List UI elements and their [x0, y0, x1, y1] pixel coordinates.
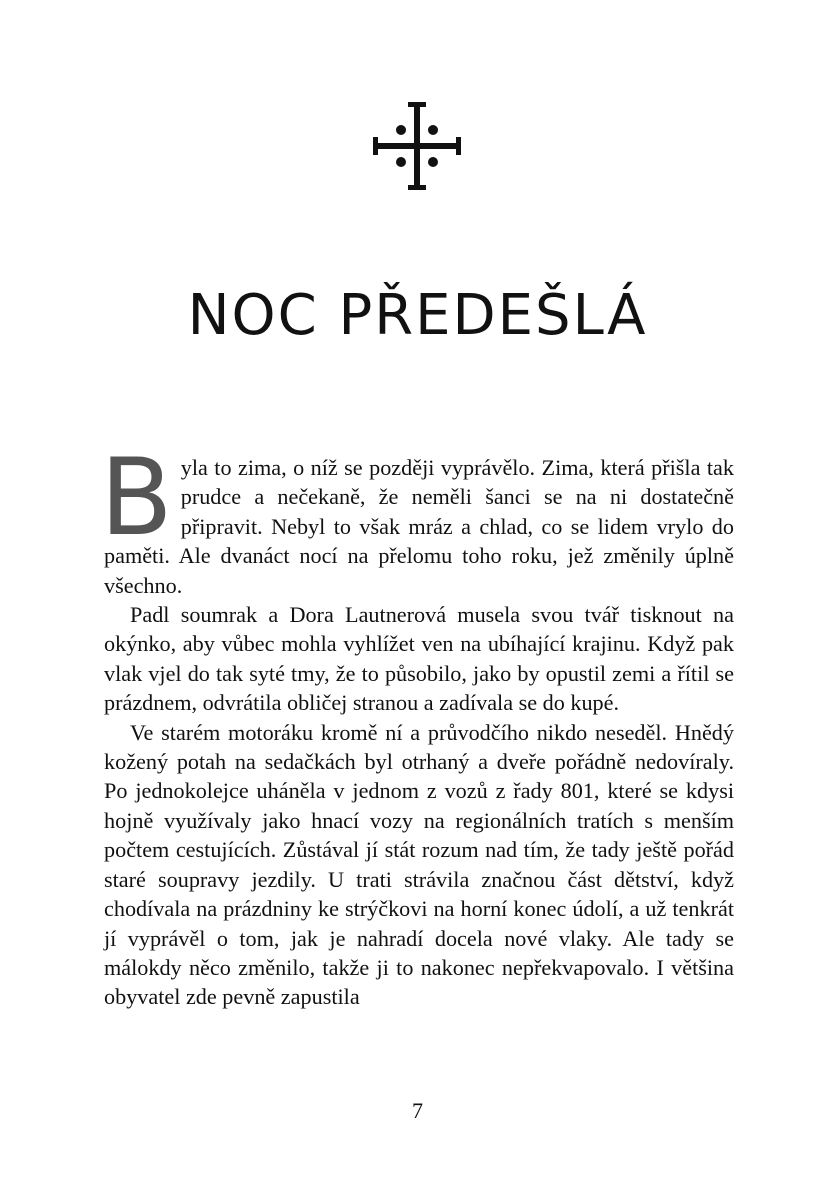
chapter-body — [100, 436, 734, 1012]
chapter-title: NOC PŘEDEŠLÁ — [187, 283, 648, 348]
paragraph-3: Ve starém motoráku kromě ní a průvodčího nikdo neseděl. Hnědý kožený potah na sedačkách byl otrhaný a dveře pořádně nedovíraly. Po jednokolejce uháněla v jednom z vozů z řady 801, které se kdysi hojně využívaly jako hnací vozy na regionálních tratích s menším počtem cestujících. Zůstával jí stát rozum nad tím, že tady ještě pořád staré soupravy jezdily. U trati strávila značnou část dětství, když chodívala na prázdniny ke strýčkovi na horní konec údolí, a už tenkrát jí vyprávěl o tom, jak je nahradí docela nové vlaky. Ale tady se málokdy něco změnilo, takže ji to nakonec nepřekvapovalo. I většina obyvatel zde pevně zapustila — [104, 719, 734, 1010]
paragraph-1-text: yla to zima, o níž se později vyprávělo. Zima, která přišla tak prudce a nečekaně, že neměli šanci se na ni dostatečně připravit. Nebyl to však mráz a chlad, co se lidem vrylo do paměti. Ale dvanáct nocí na přelomu toho roku, jež změnily úplně všechno. — [104, 455, 734, 598]
drop-cap: B — [100, 436, 173, 559]
paragraph-1 — [100, 436, 734, 600]
page-number: 7 — [412, 1098, 423, 1123]
paragraph-2: Padl soumrak a Dora Lautnerová musela svou tvář tisknout na okýnko, aby vůbec mohla vyhlížet ven na ubíhající krajinu. Když pak vlak vjel do tak syté tmy, že to působilo, jako by opustil zemi a řítil se prázdnem, odvrátila obličej stranou a zadívala se do kupé. — [104, 602, 734, 716]
cross-ornament-icon — [367, 96, 467, 196]
